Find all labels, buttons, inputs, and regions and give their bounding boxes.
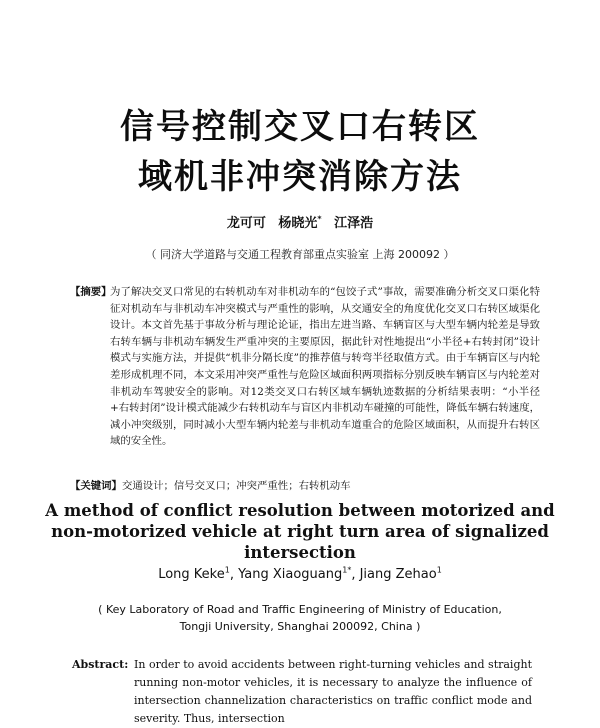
corresponding-mark: * <box>317 214 322 224</box>
chinese-author-2: 杨晓光* <box>278 214 322 231</box>
chinese-keywords <box>70 478 540 494</box>
english-title-line-1: A method of conflict resolution between motorized and <box>45 501 555 520</box>
english-abstract <box>72 656 532 728</box>
english-abstract-label: Abstract: <box>72 658 129 671</box>
chinese-authors <box>0 212 600 231</box>
english-title-line-2: non-motorized vehicle at right turn area of signalized <box>51 522 549 541</box>
chinese-author-1: 龙可可 <box>226 216 266 231</box>
chinese-title-line-1: 信号控制交叉口右转区 <box>120 107 480 147</box>
english-abstract-text: In order to avoid accidents between right-turning vehicles and straight running non-motor vehicles, it is necessary to analyze the influence of intersection channelization characteristics on traffic conflict mode and severity. Thus, intersection <box>134 658 532 725</box>
english-author-3: Jiang Zehao$^1$ <box>359 566 442 583</box>
english-affiliation-line-1: ( Key Laboratory of Road and Traffic Engineering of Ministry of Education, <box>98 603 502 616</box>
chinese-abstract-label: 【摘要】 <box>70 286 112 298</box>
chinese-author-3: 江泽浩 <box>334 216 374 231</box>
chinese-keywords-text: 交通设计；信号交叉口；冲突严重性；右转机动车 <box>121 480 351 492</box>
chinese-abstract <box>70 284 540 450</box>
english-authors: Long Keke$^1$, Yang Xiaoguang$^{1*}$, Jiang Zehao$^1$ <box>158 566 442 583</box>
english-affiliation-line-2: Tongji University, Shanghai 200092, China ) <box>179 620 421 633</box>
chinese-affiliation: （ 同济大学道路与交通工程教育部重点实验室 上海 200092 ） <box>145 248 455 261</box>
chinese-title-line-2: 域机非冲突消除方法 <box>138 157 462 197</box>
english-title-line-3: intersection <box>244 543 356 562</box>
chinese-abstract-text: 为了解决交叉口常见的右转机动车对非机动车的“包饺子式”事故，需要准确分析交叉口渠化特征对机动车与非机动车冲突模式与严重性的影响，从交通安全的角度优化交叉口右转区域渠化设计。本文首先基于事故分析与理论论证，指出左进当路、车辆盲区与大型车辆内轮差是导致右转车辆与非机动车辆发生严重冲突的主要原因，据此针对性地提出“小半径+右转封闭”设计模式与实施方法，并提供“机非分隔长度”的推荐值与转弯半径取值方式。由于车辆盲区与内轮差形成机理不同，本文采用冲突严重性与危险区域面积两项指标分别反映车辆盲区与内轮差对非机动车驾驶安全的影响。对12类交叉口右转区域车辆轨迹数据的分析结果表明：“小半径+右转封闭”设计模式能减少右转机动车与盲区内非机动车碰撞的可能性，降低车辆右转速度，减小冲突级别，同时减小大型车辆内轮差与非机动车道重合的危险区域面积，从而提升右转区域的安全性。 <box>110 286 540 448</box>
chinese-keywords-label: 【关键词】 <box>70 480 122 492</box>
english-author-2: Yang Xiaoguang$^{1*}$ <box>238 566 352 583</box>
english-author-1: Long Keke$^1$ <box>158 566 230 583</box>
